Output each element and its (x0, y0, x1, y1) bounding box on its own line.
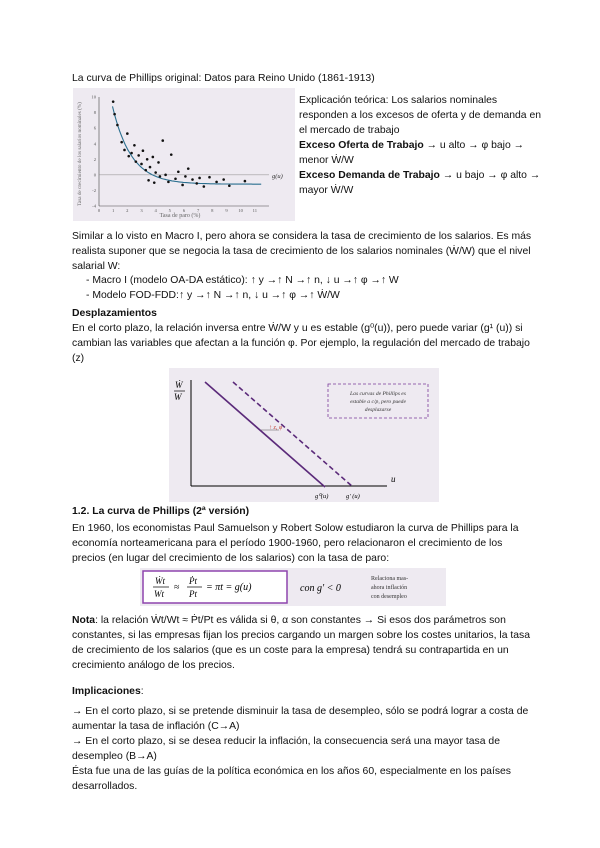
chart-x-tick: 1 (112, 208, 115, 213)
curve-g1 (233, 382, 353, 487)
chart-point (198, 177, 201, 180)
demand-label: Exceso Demanda de Trabajo (299, 170, 440, 181)
chart-point (112, 100, 115, 103)
chart-x-tick: 4 (154, 208, 157, 213)
chart-point (244, 180, 247, 183)
phillips-shift-diagram (169, 368, 439, 502)
chart-x-tick: 6 (182, 208, 186, 213)
formula-p-num: Ṗt (189, 576, 197, 586)
formula-note-1: Relaciona mas- (371, 576, 409, 582)
label-g1: g' (u) (346, 493, 360, 500)
phillips-scatter-chart (73, 88, 295, 221)
formula-w-den: Wt (154, 589, 164, 599)
chart-point (195, 182, 198, 185)
heading-section-1-2: 1.2. La curva de Phillips (2ª versión) (72, 506, 250, 517)
chart-xlabel: Tasa de paro (%) (159, 213, 201, 219)
chart-x-tick: 5 (168, 208, 171, 213)
chart-point (149, 166, 152, 169)
chart-ylabel: Tasa de crecimiento de los salarios nominales (%) (77, 102, 83, 206)
heading-desplazamientos: Desplazamientos (72, 308, 157, 319)
chart-y-tick: 2 (93, 156, 96, 162)
chart-y-tick: 0 (93, 172, 96, 178)
implicaciones-heading-line (72, 684, 372, 699)
page-title: La curva de Phillips original: Datos para Reino Unido (1861-1913) (72, 73, 375, 84)
formula-rhs: = πt = g(u) (206, 582, 252, 593)
chart-y-tick: -4 (92, 203, 96, 209)
chart-point (181, 184, 184, 187)
heading-implicaciones: Implicaciones (72, 686, 141, 697)
y-label-top: Ẇ (175, 380, 183, 390)
note-line-1: Las curvas de Phillips es (350, 391, 406, 397)
chart-x-tick: 7 (197, 208, 200, 213)
chart-point (153, 181, 156, 184)
paragraph-nota (72, 613, 534, 673)
chart-x-tick: 11 (252, 208, 258, 213)
offer-label: Exceso Oferta de Trabajo (299, 140, 424, 151)
implicacion-2: → En el corto plazo, si se desea reducir la inflación, la consecuencia será una mayor tasa de desempleo (B→A) (72, 736, 500, 762)
chart-point (222, 178, 225, 181)
chart-point (123, 149, 126, 152)
chart-point (137, 154, 140, 157)
chart-x-tick: 9 (225, 208, 228, 213)
y-label-bottom: W (174, 392, 182, 402)
chart-point (203, 185, 206, 188)
label-g0: g⁰(u) (315, 493, 329, 500)
chart-point (133, 144, 136, 147)
chart-point (120, 141, 123, 144)
chart-point (228, 184, 231, 187)
paragraph-section-1-2: En 1960, los economistas Paul Samuelson y Robert Solow estudiaron la curva de Phillips para la economía norteamericana para el período 1900-1960, pero relacionaron el crecimiento de los precios (en lugar del crecimiento de los salarios) con la tasa de paro: (72, 523, 519, 564)
formula-note-3: con desempleo (371, 594, 407, 600)
chart-y-tick: 6 (93, 125, 96, 131)
formula-approx: ≈ (174, 582, 180, 593)
formula-p-den: Pt (189, 589, 197, 599)
chart-point (177, 170, 180, 173)
chart-x-tick: 2 (126, 208, 129, 213)
chart-point (147, 179, 150, 182)
bullet-macro1: - Macro I (modelo OA-DA estático): ↑ y →↑ N →↑ n, ↓ u →↑ φ →↑ W (86, 275, 399, 286)
chart-point (184, 175, 187, 178)
implicaciones-colon: : (140, 686, 144, 697)
chart-y-tick: 8 (93, 110, 96, 116)
x-label: u (391, 474, 396, 484)
implicacion-3: Ésta fue una de las guías de la política económica en los años 60, especialmente en los países desarrollados. (72, 766, 511, 792)
formula-note-2: ahora inflación (371, 585, 408, 591)
chart-point (191, 178, 194, 181)
chart-point (144, 169, 147, 172)
formula-condition: con g' < 0 (300, 583, 341, 594)
chart-x-tick: 8 (211, 208, 214, 213)
chart-point (215, 181, 218, 184)
note-line-2: estable a c/p, pero puede (350, 399, 406, 405)
chart-y-tick: -2 (92, 188, 96, 194)
chart-curve-label: g(u) (272, 173, 283, 180)
shift-label: ↑ z, φ (269, 425, 283, 431)
phillips-shift-figure (169, 368, 439, 502)
nota-text: : la relación Ẇt/Wt ≈ Ṗt/Pt es válida si θ, α son constantes → Si esos dos parámetros son constantes, si las empresas fijan los precios cargando un margen sobre los costes unitarios, la tasa de crecimiento de los salarios (que es un coste para la empresa) tendrá su contrapartida en un crecimiento análogo de los precios. (72, 615, 530, 671)
chart-point (159, 175, 162, 178)
chart-point (130, 152, 133, 155)
chart-x-tick: 3 (140, 208, 143, 213)
formula-svg (140, 568, 446, 606)
chart-point (167, 181, 170, 184)
chart-point (113, 113, 116, 116)
explanation-block (299, 93, 549, 198)
chart-y-tick: 4 (93, 141, 96, 147)
chart-point (157, 161, 160, 164)
chart-point (187, 167, 190, 170)
demand-text: → u bajo → φ alto → mayor Ẇ/W (299, 170, 541, 196)
formula-w-num: Ẇt (155, 576, 165, 586)
nota-label: Nota (72, 615, 96, 626)
curve-g0 (205, 382, 325, 487)
paragraph-macro: Similar a lo visto en Macro I, pero ahora se considera la tasa de crecimiento de los salarios. Es más realista suponer que se negocia la tasa de crecimiento de los salarios nominales (Ẇ/W) que el nivel salarial W: (72, 231, 532, 272)
chart-point (116, 124, 119, 127)
chart-x-tick: 10 (238, 208, 243, 213)
explanation-intro: Explicación teórica: Los salarios nominales responden a los excesos de oferta y de demanda en el mercado de trabajo (299, 95, 542, 136)
chart-point (161, 139, 164, 142)
offer-text: → u alto → φ bajo → menor Ẇ/W (299, 140, 525, 166)
chart-point (174, 177, 177, 180)
chart-x-tick: 0 (97, 208, 101, 213)
explanation-offer (299, 138, 549, 168)
chart-point (140, 163, 143, 166)
formula-figure (140, 568, 446, 606)
explanation-demand (299, 168, 549, 198)
chart-point (154, 171, 157, 174)
note-line-3: desplazarse (364, 407, 392, 413)
chart-point (170, 153, 173, 156)
chart-point (152, 156, 155, 159)
chart-point (126, 132, 129, 135)
chart-point (208, 176, 211, 179)
phillips-scatter-figure (73, 88, 295, 221)
chart-point (142, 149, 145, 152)
chart-y-tick: 10 (91, 94, 96, 100)
chart-point (135, 160, 138, 163)
implicacion-1: → En el corto plazo, si se pretende disminuir la tasa de desempleo, sólo se podrá lograr a costa de aumentar la tasa de inflación (C→A) (72, 706, 529, 732)
paragraph-desplazamientos: En el corto plazo, la relación inversa entre Ẇ/W y u es estable (g⁰(u)), pero puede variar (g¹ (u)) si cambian las variables que afectan a la función φ. Por ejemplo, la regulación del mercado de trabajo (z) (72, 323, 530, 364)
bullet-fod-fdd: - Modelo FOD-FDD:↑ y →↑ N →↑ n, ↓ u →↑ φ →↑ Ẇ/W (86, 290, 340, 301)
chart-point (164, 174, 167, 177)
chart-point (146, 158, 149, 161)
chart-point (127, 155, 130, 158)
